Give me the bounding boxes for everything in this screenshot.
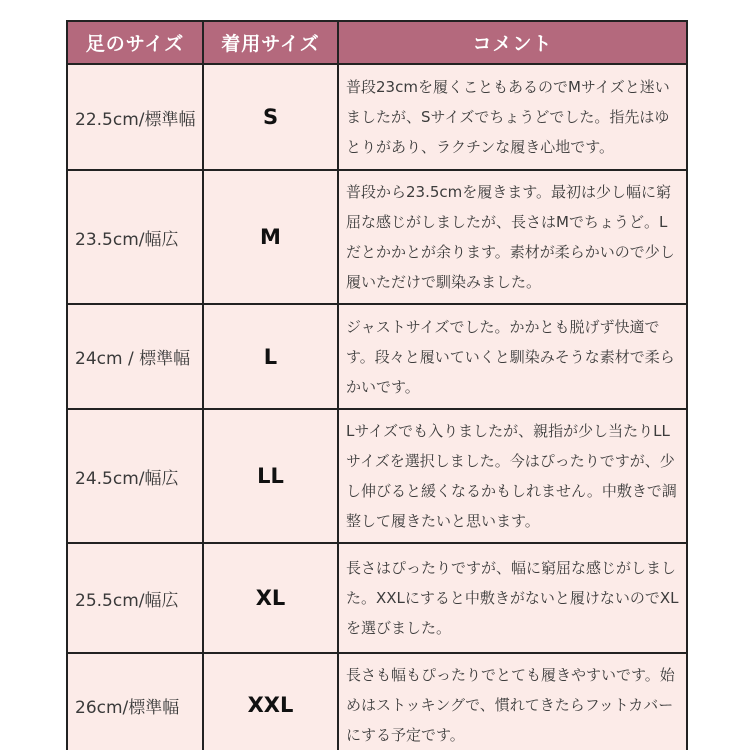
comment-text: 普段23cmを履くこともあるのでMサイズと迷いましたが、Sサイズでちょうどでした。指先はゆとりがあり、ラクチンな履き心地です。 (338, 64, 687, 170)
comment-text: 普段から23.5cmを履きます。最初は少し幅に窮屈な感じがしましたが、長さはMでちょうど。Lだとかかとが余ります。素材が柔らかいので少し履いただけで馴染みました。 (338, 170, 687, 304)
foot-size-value: 23.5cm/幅広 (67, 170, 203, 304)
wear-size-value: S (203, 64, 338, 170)
foot-size-value: 24cm / 標準幅 (67, 304, 203, 409)
table-row (67, 64, 687, 170)
wear-size-value: M (203, 170, 338, 304)
table-row (67, 304, 687, 409)
header-foot-size: 足のサイズ (67, 21, 203, 64)
table-row (67, 409, 687, 543)
comment-text: ジャストサイズでした。かかとも脱げず快適です。段々と履いていくと馴染みそうな素材で柔らかいです。 (338, 304, 687, 409)
comment-text: Lサイズでも入りましたが、親指が少し当たりLLサイズを選択しました。今はぴったりですが、少し伸びると緩くなるかもしれません。中敷きで調整して履きたいと思います。 (338, 409, 687, 543)
header-comment: コメント (338, 21, 687, 64)
foot-size-value: 26cm/標準幅 (67, 653, 203, 750)
comment-text: 長さはぴったりですが、幅に窮屈な感じがしました。XXLにすると中敷きがないと履けないのでXLを選びました。 (338, 543, 687, 653)
table-row (67, 653, 687, 750)
table-row (67, 170, 687, 304)
table-row (67, 543, 687, 653)
size-review-table (66, 20, 688, 750)
wear-size-value: XXL (203, 653, 338, 750)
wear-size-value: L (203, 304, 338, 409)
foot-size-value: 22.5cm/標準幅 (67, 64, 203, 170)
wear-size-value: LL (203, 409, 338, 543)
foot-size-value: 24.5cm/幅広 (67, 409, 203, 543)
comment-text: 長さも幅もぴったりでとても履きやすいです。始めはストッキングで、慣れてきたらフットカバーにする予定です。 (338, 653, 687, 750)
header-wear-size: 着用サイズ (203, 21, 338, 64)
foot-size-value: 25.5cm/幅広 (67, 543, 203, 653)
table-header-row (67, 21, 687, 64)
wear-size-value: XL (203, 543, 338, 653)
